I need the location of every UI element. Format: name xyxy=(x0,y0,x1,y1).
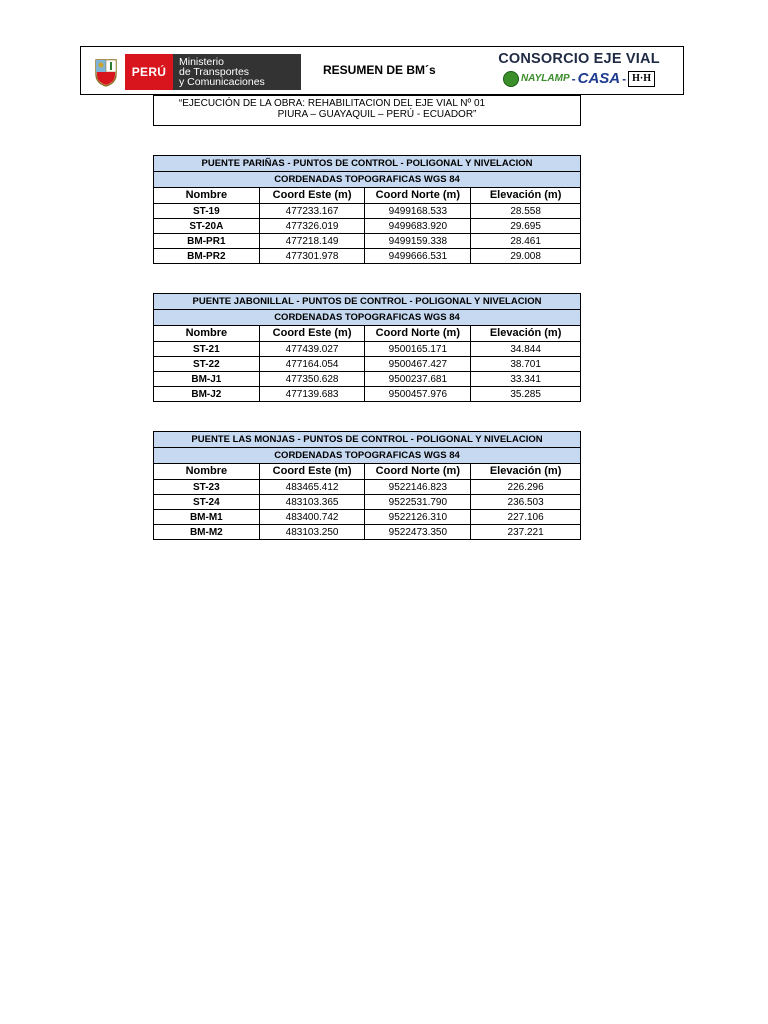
elevacion: 237.221 xyxy=(471,525,581,540)
coord-norte: 9500237.681 xyxy=(365,372,471,387)
column-header: Elevación (m) xyxy=(471,188,581,204)
table-row xyxy=(154,525,581,540)
coord-este: 477139.683 xyxy=(259,387,365,402)
coord-norte: 9500457.976 xyxy=(365,387,471,402)
ministerio-name xyxy=(173,54,301,90)
column-header: Coord Este (m) xyxy=(259,326,365,342)
point-name: ST-20A xyxy=(154,219,260,234)
table-row xyxy=(154,495,581,510)
coord-norte: 9499666.531 xyxy=(365,249,471,264)
table-row xyxy=(154,357,581,372)
table-row xyxy=(154,204,581,219)
point-name: BM-PR2 xyxy=(154,249,260,264)
coord-este: 477301.978 xyxy=(259,249,365,264)
point-name: ST-24 xyxy=(154,495,260,510)
column-header: Coord Norte (m) xyxy=(365,326,471,342)
coord-norte: 9522531.790 xyxy=(365,495,471,510)
ministerio-line: Ministerio xyxy=(179,56,224,68)
table-row xyxy=(154,510,581,525)
coord-este: 483103.365 xyxy=(259,495,365,510)
coord-este: 477326.019 xyxy=(259,219,365,234)
page-title: RESUMEN DE BM´s xyxy=(323,63,436,77)
table-subtitle: CORDENADAS TOPOGRAFICAS WGS 84 xyxy=(154,310,581,326)
coord-este: 477439.027 xyxy=(259,342,365,357)
point-name: BM-M2 xyxy=(154,525,260,540)
obra-description xyxy=(153,95,581,126)
coord-norte: 9499683.920 xyxy=(365,219,471,234)
table-subtitle: CORDENADAS TOPOGRAFICAS WGS 84 xyxy=(154,448,581,464)
coord-norte: 9522473.350 xyxy=(365,525,471,540)
elevacion: 226.296 xyxy=(471,480,581,495)
table-row xyxy=(154,249,581,264)
table-title: PUENTE LAS MONJAS - PUNTOS DE CONTROL - POLIGONAL Y NIVELACION xyxy=(154,432,581,448)
column-header: Coord Este (m) xyxy=(259,464,365,480)
column-header: Elevación (m) xyxy=(471,464,581,480)
table-row xyxy=(154,219,581,234)
point-name: BM-M1 xyxy=(154,510,260,525)
elevacion: 33.341 xyxy=(471,372,581,387)
obra-line-2: PIURA – GUAYAQUIL – PERÚ - ECUADOR” xyxy=(277,109,477,120)
column-header: Elevación (m) xyxy=(471,326,581,342)
coord-este: 477218.149 xyxy=(259,234,365,249)
table-row xyxy=(154,342,581,357)
coord-norte: 9522146.823 xyxy=(365,480,471,495)
elevacion: 34.844 xyxy=(471,342,581,357)
bm-table-parinas xyxy=(153,155,581,264)
point-name: ST-21 xyxy=(154,342,260,357)
page-header xyxy=(80,46,684,95)
table-row xyxy=(154,372,581,387)
separator: - xyxy=(571,71,576,86)
point-name: ST-22 xyxy=(154,357,260,372)
naylamp-logo: NAYLAMP xyxy=(520,73,570,84)
casa-logo: CASA xyxy=(577,70,621,87)
point-name: BM-PR1 xyxy=(154,234,260,249)
table-row xyxy=(154,387,581,402)
elevacion: 28.558 xyxy=(471,204,581,219)
partner-logos xyxy=(481,70,677,87)
column-header: Nombre xyxy=(154,464,260,480)
column-header: Coord Este (m) xyxy=(259,188,365,204)
peru-label: PERÚ xyxy=(125,54,173,90)
coord-este: 477233.167 xyxy=(259,204,365,219)
table-title: PUENTE JABONILLAL - PUNTOS DE CONTROL - POLIGONAL Y NIVELACION xyxy=(154,294,581,310)
bm-table-jabonillal xyxy=(153,293,581,402)
elevacion: 29.008 xyxy=(471,249,581,264)
naylamp-globe-icon xyxy=(503,71,519,87)
column-header: Coord Norte (m) xyxy=(365,464,471,480)
coord-norte: 9500467.427 xyxy=(365,357,471,372)
point-name: ST-23 xyxy=(154,480,260,495)
ministerio-line: y Comunicaciones xyxy=(179,76,265,88)
point-name: BM-J2 xyxy=(154,387,260,402)
coord-este: 477350.628 xyxy=(259,372,365,387)
ministerio-logo xyxy=(87,54,301,90)
point-name: ST-19 xyxy=(154,204,260,219)
elevacion: 29.695 xyxy=(471,219,581,234)
elevacion: 35.285 xyxy=(471,387,581,402)
elevacion: 236.503 xyxy=(471,495,581,510)
point-name: BM-J1 xyxy=(154,372,260,387)
hh-logo: H·H xyxy=(628,71,655,87)
consorcio-title: CONSORCIO EJE VIAL xyxy=(498,51,660,67)
separator: - xyxy=(622,71,627,86)
elevacion: 38.701 xyxy=(471,357,581,372)
column-header: Nombre xyxy=(154,326,260,342)
bm-table-las-monjas xyxy=(153,431,581,540)
column-header: Nombre xyxy=(154,188,260,204)
coord-norte: 9499159.338 xyxy=(365,234,471,249)
coord-este: 483103.250 xyxy=(259,525,365,540)
column-header: Coord Norte (m) xyxy=(365,188,471,204)
coord-norte: 9500165.171 xyxy=(365,342,471,357)
coord-este: 483400.742 xyxy=(259,510,365,525)
coord-este: 483465.412 xyxy=(259,480,365,495)
table-title: PUENTE PARIÑAS - PUNTOS DE CONTROL - POLIGONAL Y NIVELACION xyxy=(154,156,581,172)
table-row xyxy=(154,480,581,495)
elevacion: 28.461 xyxy=(471,234,581,249)
table-subtitle: CORDENADAS TOPOGRAFICAS WGS 84 xyxy=(154,172,581,188)
obra-line-1: “EJECUCIÓN DE LA OBRA: REHABILITACION DEL EJE VIAL Nº 01 xyxy=(178,98,486,109)
consorcio-logo xyxy=(481,51,677,87)
coord-norte: 9499168.533 xyxy=(365,204,471,219)
coord-norte: 9522126.310 xyxy=(365,510,471,525)
table-row xyxy=(154,234,581,249)
coord-este: 477164.054 xyxy=(259,357,365,372)
peru-coat-of-arms-icon xyxy=(87,54,125,90)
elevacion: 227.106 xyxy=(471,510,581,525)
ministerio-line: de Transportes xyxy=(179,66,250,78)
